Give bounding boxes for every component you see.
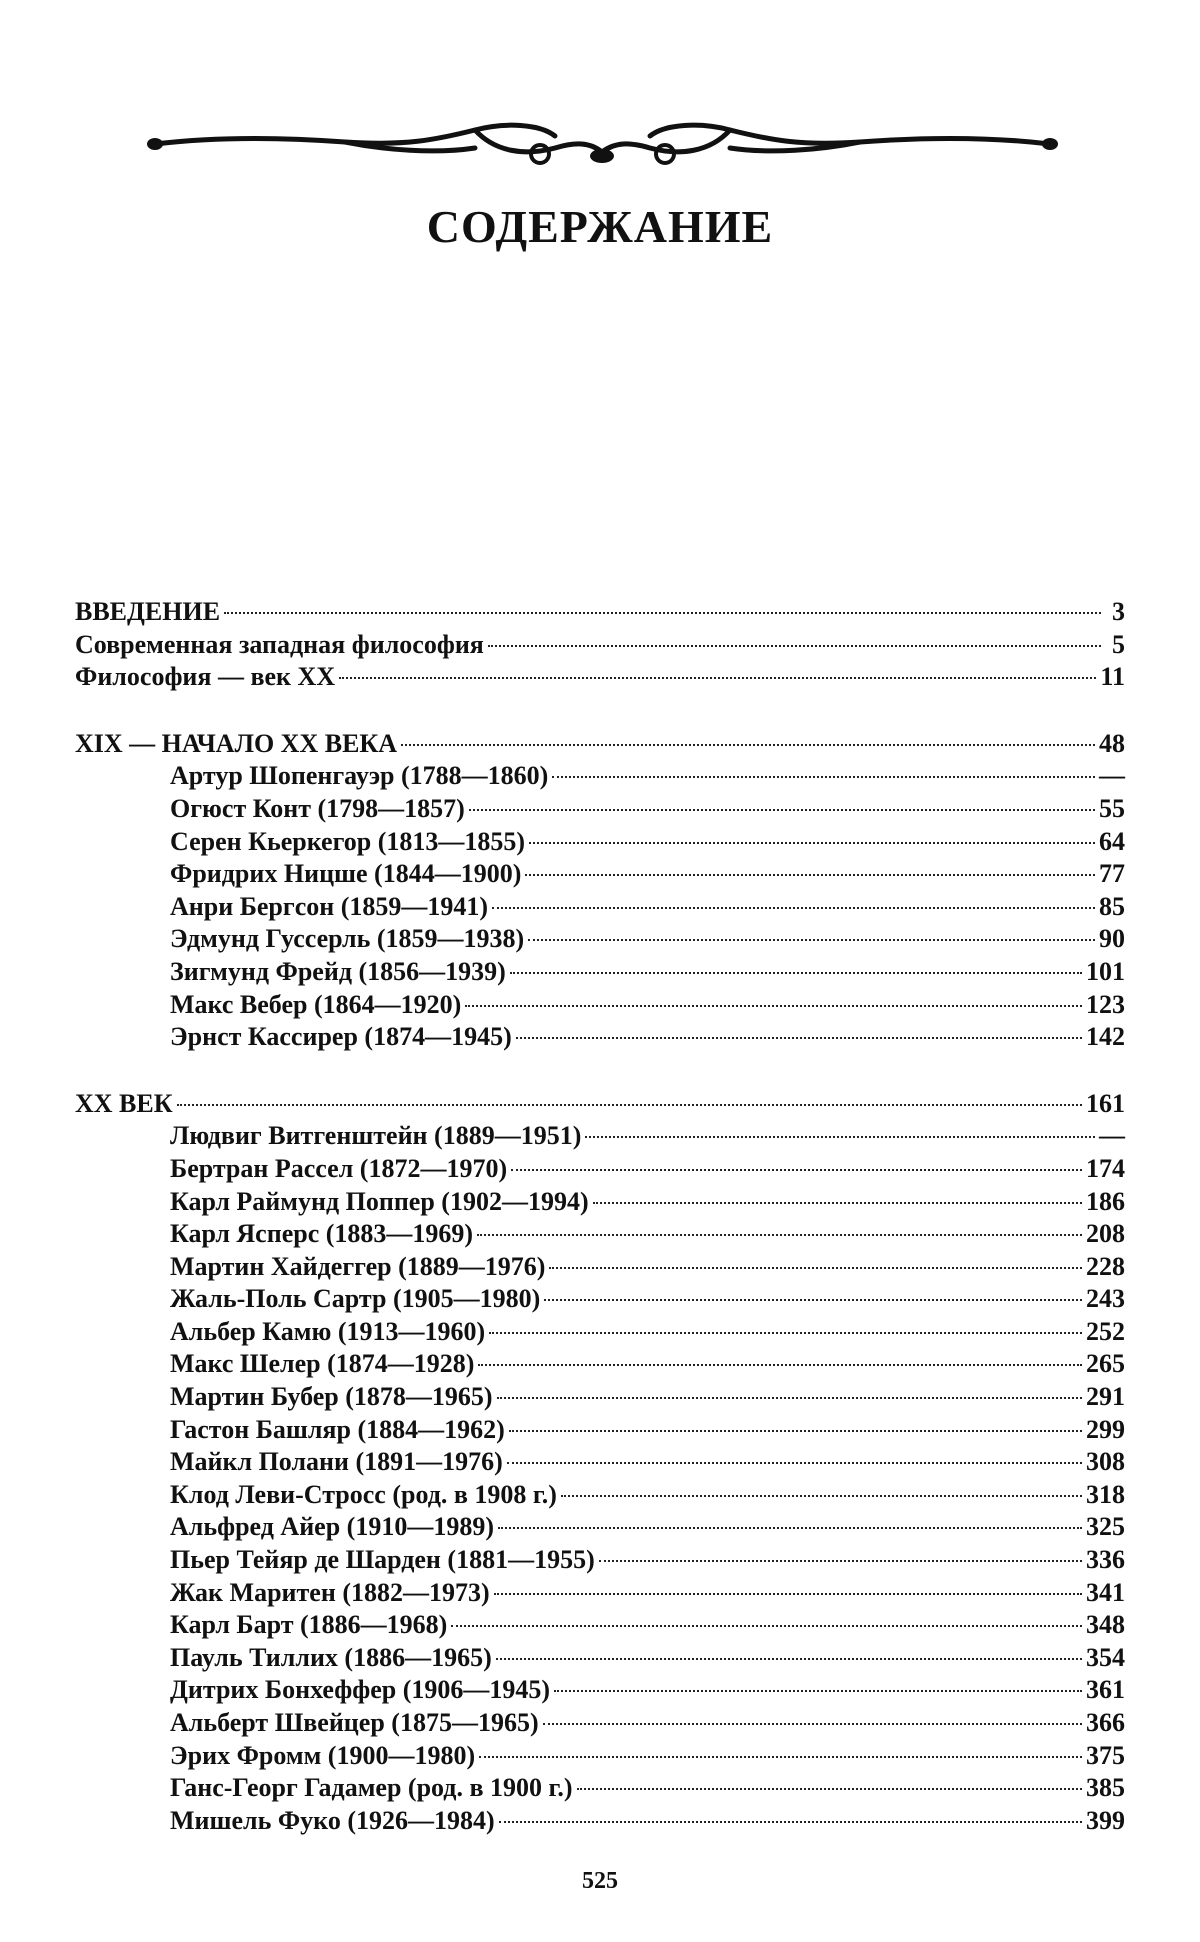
toc-entry-title: Клод Леви-Стросс (род. в 1908 г.) [170, 1479, 557, 1509]
table-of-contents [75, 596, 1125, 1871]
toc-entry-page: 11 [1100, 662, 1125, 692]
toc-entry-title: Анри Бергсон (1859—1941) [170, 891, 489, 921]
toc-entry [75, 1740, 1125, 1773]
toc-entry-page: 186 [1086, 1186, 1125, 1216]
dot-leader [528, 939, 1095, 941]
dot-leader [469, 809, 1095, 811]
toc-entry-title: Огюст Конт (1798—1857) [170, 793, 465, 823]
toc-entry-title: Макс Шелер (1874—1928) [170, 1349, 475, 1379]
toc-entry-page: 208 [1086, 1219, 1125, 1249]
dot-leader [339, 677, 1096, 679]
toc-entry [75, 1577, 1125, 1610]
toc-entry [75, 760, 1125, 793]
toc-entry-page: 77 [1099, 859, 1125, 889]
toc-entry [75, 1348, 1125, 1381]
toc-entry [75, 1088, 1125, 1121]
toc-entry-title: Эрнст Кассирер (1874—1945) [170, 1022, 512, 1052]
dot-leader [499, 1821, 1082, 1823]
toc-entry-page: 161 [1086, 1088, 1125, 1118]
toc-entry-title: Современная западная философия [75, 629, 484, 659]
toc-entry-page: 101 [1086, 956, 1125, 986]
toc-entry [75, 661, 1125, 694]
dot-leader [509, 1430, 1082, 1432]
dot-leader [465, 1005, 1082, 1007]
toc-entry [75, 989, 1125, 1022]
toc-entry-page: 361 [1086, 1675, 1125, 1705]
toc-entry-page: 265 [1086, 1349, 1125, 1379]
dot-leader [494, 1593, 1082, 1595]
toc-entry-page: 174 [1086, 1153, 1125, 1183]
toc-entry [75, 1218, 1125, 1251]
toc-entry [75, 793, 1125, 826]
toc-entry [75, 1511, 1125, 1544]
toc-entry-title: Мартин Бубер (1878—1965) [170, 1382, 493, 1412]
toc-entry-page: — [1099, 761, 1125, 791]
toc-entry-title: Эдмунд Гуссерль (1859—1938) [170, 924, 525, 954]
toc-entry [75, 1021, 1125, 1054]
toc-entry [75, 1642, 1125, 1675]
toc-entry [75, 1446, 1125, 1479]
dot-leader [585, 1136, 1095, 1138]
toc-entry-title: XIX — НАЧАЛО XX ВЕКА [75, 728, 398, 758]
dot-leader [599, 1560, 1082, 1562]
toc-entry-page: 5 [1112, 629, 1125, 659]
dot-leader [552, 776, 1095, 778]
dot-leader [543, 1723, 1082, 1725]
dot-leader [451, 1625, 1082, 1627]
dot-leader [549, 1267, 1082, 1269]
toc-entry [75, 1153, 1125, 1186]
toc-entry-page: — [1099, 1121, 1125, 1151]
toc-section [75, 1088, 1125, 1838]
toc-entry [75, 858, 1125, 891]
toc-entry [75, 1674, 1125, 1707]
dot-leader [561, 1495, 1082, 1497]
toc-entry [75, 1609, 1125, 1642]
toc-entry [75, 1316, 1125, 1349]
dot-leader [593, 1202, 1082, 1204]
dot-leader [525, 874, 1095, 876]
toc-entry [75, 1805, 1125, 1838]
toc-entry [75, 728, 1125, 761]
toc-entry-page: 354 [1086, 1642, 1125, 1672]
toc-entry [75, 923, 1125, 956]
toc-entry-page: 348 [1086, 1610, 1125, 1640]
toc-entry [75, 1120, 1125, 1153]
dot-leader [516, 1037, 1082, 1039]
dot-leader [498, 1527, 1082, 1529]
toc-entry-page: 243 [1086, 1284, 1125, 1314]
toc-entry-title: Макс Вебер (1864—1920) [170, 989, 462, 1019]
toc-entry [75, 891, 1125, 924]
toc-entry-page: 252 [1086, 1316, 1125, 1346]
toc-entry-page: 291 [1086, 1382, 1125, 1412]
dot-leader [497, 1397, 1082, 1399]
toc-entry [75, 956, 1125, 989]
toc-entry-page: 55 [1099, 793, 1125, 823]
toc-entry [75, 1772, 1125, 1805]
toc-entry [75, 629, 1125, 662]
toc-entry [75, 1479, 1125, 1512]
dot-leader [544, 1299, 1082, 1301]
dot-leader [577, 1788, 1082, 1790]
toc-entry-title: Мишель Фуко (1926—1984) [170, 1805, 495, 1835]
toc-entry-title: Альберт Швейцер (1875—1965) [170, 1708, 539, 1737]
toc-entry-page: 85 [1099, 891, 1125, 921]
toc-entry-page: 308 [1086, 1447, 1125, 1477]
toc-entry-title: Майкл Полани (1891—1976) [170, 1447, 503, 1477]
toc-entry [75, 1186, 1125, 1219]
toc-entry-page: 90 [1099, 924, 1125, 954]
toc-entry [75, 1414, 1125, 1447]
toc-entry-page: 48 [1099, 728, 1125, 758]
toc-entry-page: 336 [1086, 1545, 1125, 1575]
dot-leader [511, 1169, 1082, 1171]
dot-leader [496, 1658, 1082, 1660]
dot-leader [479, 1756, 1082, 1758]
toc-entry-title: Гастон Башляр (1884—1962) [170, 1414, 505, 1444]
toc-entry-title: Альбер Камю (1913—1960) [170, 1316, 486, 1346]
toc-entry [75, 1381, 1125, 1414]
dot-leader [477, 1234, 1082, 1236]
toc-entry-page: 142 [1086, 1022, 1125, 1052]
toc-entry [75, 826, 1125, 859]
toc-entry [75, 1251, 1125, 1284]
dot-leader [492, 907, 1095, 909]
toc-entry-title: Пауль Тиллих (1886—1965) [170, 1642, 492, 1672]
toc-section [75, 596, 1125, 694]
toc-entry-page: 3 [1112, 597, 1125, 626]
toc-entry-title: ВВЕДЕНИЕ [75, 597, 221, 626]
toc-entry-page: 318 [1086, 1479, 1125, 1509]
toc-entry-title: Пьер Тейяр де Шарден (1881—1955) [170, 1545, 595, 1575]
dot-leader [507, 1462, 1082, 1464]
toc-entry-page: 325 [1086, 1512, 1125, 1542]
toc-entry [75, 1283, 1125, 1316]
dot-leader [510, 972, 1082, 974]
toc-entry-page: 64 [1099, 826, 1125, 856]
toc-entry-title: Зигмунд Фрейд (1856—1939) [170, 956, 506, 986]
toc-entry-title: Ганс-Георг Гадамер (род. в 1900 г.) [170, 1773, 573, 1803]
toc-entry-title: Жаль-Поль Сартр (1905—1980) [170, 1284, 541, 1314]
toc-entry-page: 399 [1086, 1805, 1125, 1835]
dot-leader [224, 612, 1101, 614]
toc-entry-title: Дитрих Бонхеффер (1906—1945) [170, 1675, 551, 1705]
toc-entry-page: 228 [1086, 1251, 1125, 1281]
dot-leader [489, 1332, 1082, 1334]
page-number: 525 [582, 1868, 618, 1894]
toc-entry-title: Карл Барт (1886—1968) [170, 1610, 448, 1640]
dot-leader [488, 645, 1101, 647]
toc-entry-title: Мартин Хайдеггер (1889—1976) [170, 1251, 546, 1281]
decorative-flourish-icon [145, 112, 1060, 172]
dot-leader [529, 842, 1095, 844]
toc-entry-title: Жак Маритен (1882—1973) [170, 1577, 490, 1607]
toc-entry-title: Серен Кьеркегор (1813—1855) [170, 826, 526, 856]
toc-entry-page: 299 [1086, 1414, 1125, 1444]
dot-leader [554, 1690, 1082, 1692]
toc-entry-title: Артур Шопенгауэр (1788—1860) [170, 761, 549, 791]
toc-entry-page: 341 [1086, 1577, 1125, 1607]
toc-entry-title: Альфред Айер (1910—1989) [170, 1512, 494, 1542]
toc-entry-page: 123 [1086, 989, 1125, 1019]
toc-entry-title: XX ВЕК [75, 1088, 173, 1118]
toc-entry-title: Карл Ясперс (1883—1969) [170, 1219, 474, 1249]
toc-entry-title: Людвиг Витгенштейн (1889—1951) [170, 1121, 582, 1151]
toc-entry-title: Эрих Фромм (1900—1980) [170, 1740, 476, 1770]
toc-section [75, 728, 1125, 1054]
toc-entry [75, 1707, 1125, 1740]
page-title: СОДЕРЖАНИЕ [426, 201, 774, 252]
toc-entry-page: 385 [1086, 1773, 1125, 1803]
dot-leader [401, 744, 1095, 746]
dot-leader [177, 1104, 1082, 1106]
toc-entry-title: Карл Раймунд Поппер (1902—1994) [170, 1186, 589, 1216]
toc-entry [75, 1544, 1125, 1577]
toc-entry [75, 596, 1125, 629]
toc-entry-page: 366 [1086, 1708, 1125, 1737]
toc-entry-title: Философия — век XX [75, 662, 336, 692]
dot-leader [478, 1364, 1082, 1366]
toc-entry-page: 375 [1086, 1740, 1125, 1770]
toc-entry-title: Бертран Рассел (1872—1970) [170, 1153, 508, 1183]
toc-entry-title: Фридрих Ницше (1844—1900) [170, 859, 522, 889]
